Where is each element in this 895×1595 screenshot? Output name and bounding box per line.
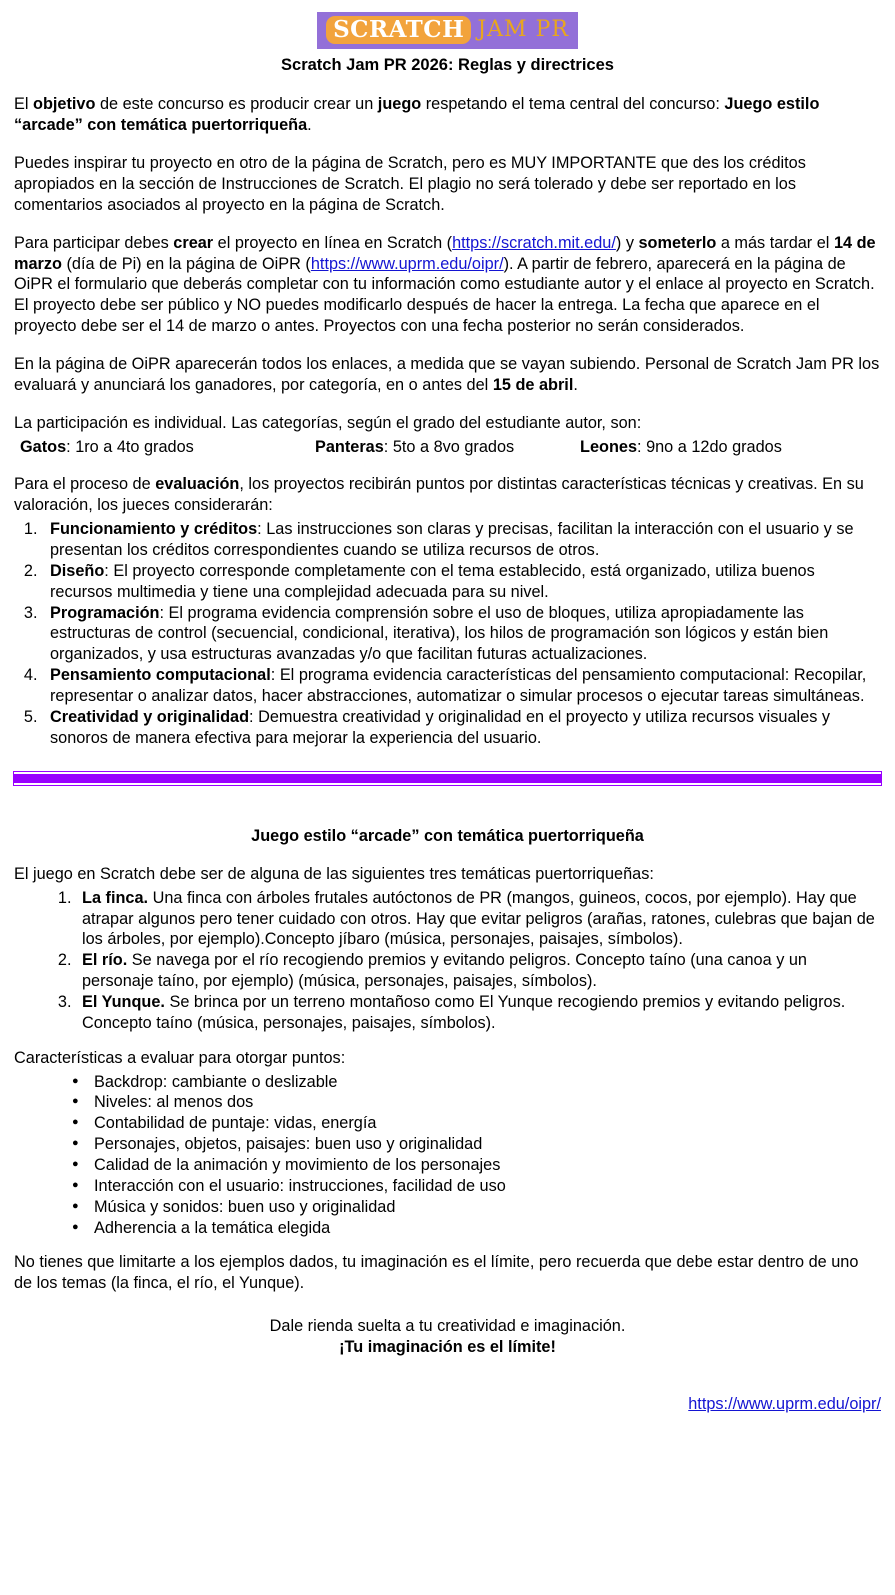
criterion-text: : El programa evidencia comprensión sobre el uso de bloques, utiliza apropiadamente las estructuras de control (secuencial, condicional, iterativa), los hilos de programación son lógicos y están bien organizados, y usa estructuras avanzadas y/o que facilitan futuras actualizaciones.	[50, 603, 829, 664]
theme-text: Se brinca por un terreno montañoso como El Yunque recogiendo premios y evitando peligros. Concepto taíno (música, personajes, paisajes, símbolos).	[82, 992, 846, 1032]
characteristic-item: ● Interacción con el usuario: instrucciones, facilidad de uso	[72, 1176, 881, 1197]
participation-bold-crear: crear	[173, 233, 214, 252]
criterion-item	[42, 707, 881, 749]
participation-text-a: Para participar debes	[14, 233, 174, 252]
participation-text-c: el proyecto en línea en Scratch (	[213, 233, 453, 252]
section-divider-wrap	[14, 749, 881, 806]
participation-text-d: ) y	[615, 233, 639, 252]
category-panteras-name: Panteras	[315, 437, 384, 456]
intro-bold-juego: juego	[377, 95, 422, 114]
characteristic-item: ● Personajes, objetos, paisajes: buen uso y originalidad	[72, 1134, 881, 1155]
category-leones-name: Leones	[580, 437, 638, 456]
criterion-item	[42, 519, 881, 561]
participation-text-e: a más tardar el	[716, 233, 834, 252]
categories-intro: La participación es individual. Las categorías, según el grado del estudiante autor, son:	[14, 413, 642, 432]
announcement-bold-date: 15 de abril	[492, 375, 574, 394]
intro-text-c: de este concurso es producir crear un	[95, 95, 378, 114]
jam-pr-wordmark: JAM PR	[477, 17, 569, 42]
category-gatos	[20, 437, 315, 458]
characteristic-item: ● Contabilidad de puntaje: vidas, energía	[72, 1113, 881, 1134]
evaluation-criteria-list	[14, 519, 881, 748]
category-gatos-grades: : 1ro a 4to grados	[66, 437, 194, 456]
criterion-text: : Las instrucciones son claras y precisas, facilitan la interacción con el usuario y se presentan los créditos correspondientes cuando se utiliza recursos de otros.	[50, 520, 854, 560]
criterion-text: : El programa evidencia características del pensamiento computacional: Recopilar, representar o analizar datos, hacer abstracciones, automatizar o simular procesos o ejecutar tareas simultáneas.	[50, 666, 867, 706]
theme-text: Una finca con árboles frutales autóctonos de PR (mangos, guineos, cocos, por ejemplo). Hay que atrapar algunos pero tener cuidado con otros. Hay que evitar peligros (arañas, ratones, culebras que bajan de los árboles, por ejemplo).Concepto jíbaro (música, personajes, paisajes, símbolos).	[82, 888, 875, 949]
category-panteras-grades: : 5to a 8vo grados	[383, 437, 515, 456]
evaluation-intro-c: , los proyectos recibirán puntos por distintas características técnicas y creativas. En su valoración, los jueces considerarán:	[14, 475, 864, 515]
announcement-paragraph	[14, 354, 881, 396]
announcement-text-a: En la página de OiPR aparecerán todos los enlaces, a medida que se vayan subiendo. Personal de Scratch Jam PR los evaluará y anunciará los ganadores, por categoría, en o antes del	[14, 355, 880, 394]
theme-intro: El juego en Scratch debe ser de alguna de las siguientes tres temáticas puertorriqueñas:	[14, 864, 654, 883]
criterion-name: Pensamiento computacional	[50, 666, 271, 685]
theme-name: El río.	[82, 951, 128, 970]
theme-name: El Yunque.	[82, 992, 165, 1011]
footer	[14, 1394, 881, 1415]
evaluation-intro	[14, 474, 881, 516]
category-leones	[580, 437, 782, 458]
criterion-item	[42, 561, 881, 603]
closing-line-2: ¡Tu imaginación es el límite!	[339, 1338, 556, 1356]
evaluation-intro-bold: evaluación	[155, 475, 240, 494]
participation-bold-deadline: 14 de marzo	[14, 233, 876, 273]
theme-section-title: Juego estilo “arcade” con temática puertorriqueña	[251, 826, 644, 845]
evaluation-intro-a: Para el proceso de	[14, 475, 156, 494]
criterion-name: Diseño	[50, 561, 105, 580]
closing-line-1: Dale rienda suelta a tu creatividad e imaginación.	[269, 1317, 626, 1336]
participation-text-f: (día de Pi) en la página de OiPR (	[61, 254, 311, 273]
theme-name: La finca.	[82, 888, 149, 907]
intro-text-d: respetando el tema central del concurso:	[421, 95, 725, 114]
closing-note: No tienes que limitarte a los ejemplos dados, tu imaginación es el límite, pero recuerda que debe estar dentro de uno de los temas (la finca, el río, el Yunque).	[14, 1253, 859, 1293]
announcement-text-c: .	[573, 375, 578, 394]
intro-paragraph-objective	[14, 94, 881, 136]
theme-item	[76, 992, 881, 1034]
oipr-website-link[interactable]: https://www.uprm.edu/oipr/	[310, 254, 504, 273]
theme-item	[76, 888, 881, 951]
themes-list	[14, 888, 881, 1034]
category-panteras	[315, 437, 580, 458]
scratch-jam-pr-logo	[317, 12, 578, 49]
characteristics-list	[14, 1072, 881, 1239]
criterion-text: : Demuestra creatividad y originalidad en el proyecto y utiliza recursos visuales y sonoros de manera efectiva para mejorar la experiencia del usuario.	[50, 707, 831, 747]
criterion-name: Funcionamiento y créditos	[50, 520, 258, 539]
criterion-item	[42, 665, 881, 707]
category-leones-grades: : 9no a 12do grados	[637, 437, 782, 456]
intro-bold-objetivo: objetivo	[33, 95, 96, 114]
category-gatos-name: Gatos	[20, 437, 67, 456]
characteristics-intro: Características a evaluar para otorgar puntos:	[14, 1048, 346, 1067]
criterion-name: Creatividad y originalidad	[50, 707, 250, 726]
criterion-name: Programación	[50, 603, 160, 622]
characteristic-item: ● Backdrop: cambiante o deslizable	[72, 1072, 881, 1093]
theme-item	[76, 950, 881, 992]
closing-block	[14, 1316, 881, 1358]
logo-container	[14, 12, 881, 49]
spacer	[14, 1238, 881, 1252]
spacer	[14, 1034, 881, 1048]
theme-text: Se navega por el río recogiendo premios y evitando peligros. Concepto taíno (una canoa y un personaje taíno, por ejemplo) (música, personajes, paisajes, símbolos).	[82, 951, 807, 991]
intro-text-e: .	[307, 116, 312, 135]
page-title: Scratch Jam PR 2026: Reglas y directrices	[281, 56, 614, 74]
intro-bold-theme: Juego estilo “arcade” con temática puertorriqueña	[14, 95, 820, 135]
characteristic-item: ● Música y sonidos: buen uso y originalidad	[72, 1197, 881, 1218]
scratch-website-link[interactable]: https://scratch.mit.edu/	[452, 233, 616, 252]
categories-row	[14, 437, 881, 458]
intro-text-a: El	[14, 95, 34, 114]
purple-divider	[14, 772, 881, 785]
criterion-text: : El proyecto corresponde completamente con el tema establecido, está organizado, utiliza buenos recursos multimedia y tiene una complejidad adecuada para su nivel.	[50, 561, 815, 601]
characteristic-item: ● Calidad de la animación y movimiento de los personajes	[72, 1155, 881, 1176]
characteristic-item: ● Niveles: al menos dos	[72, 1092, 881, 1113]
footer-oipr-link[interactable]: https://www.uprm.edu/oipr/	[688, 1394, 881, 1413]
participation-bold-someterlo: someterlo	[638, 233, 717, 252]
participation-text-g: ). A partir de febrero, aparecerá en la página de OiPR el formulario que deberás completar con tu información como estudiante autor y el enlace al proyecto en Scratch. El proyecto debe ser público y NO puedes modificarlo después de hacer la entrega. La fecha que aparece en el proyecto debe ser el 14 de marzo o antes. Proyectos con una fecha posterior no serán considerados.	[14, 254, 875, 336]
criterion-item	[42, 603, 881, 666]
characteristic-item: ● Adherencia a la temática elegida	[72, 1218, 881, 1239]
scratch-wordmark: SCRATCH	[326, 16, 471, 44]
participation-paragraph	[14, 233, 881, 337]
plagiarism-paragraph: Puedes inspirar tu proyecto en otro de la página de Scratch, pero es MUY IMPORTANTE que des los créditos apropiados en la sección de Instrucciones de Scratch. El plagio no será tolerado y debe ser reportado en los comentarios asociados al proyecto en la página de Scratch.	[14, 154, 806, 214]
